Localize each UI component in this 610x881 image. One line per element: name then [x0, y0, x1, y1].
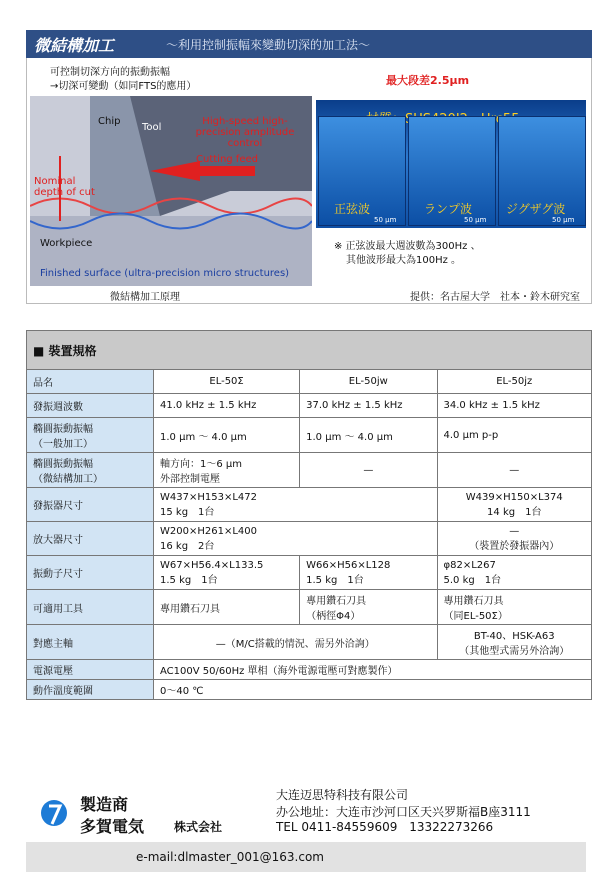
spec-row-header: 振動子尺寸: [27, 556, 154, 590]
spec-row-header: 發振週波數: [27, 394, 154, 418]
spec-row-header: 可適用工具: [27, 590, 154, 625]
email-text: e-mail:dlmaster_001@163.com: [136, 850, 324, 864]
spec-cell-c: —: [437, 453, 592, 488]
spec-cell-ab: W200×H261×L400 16 kg 2台: [154, 522, 438, 556]
spec-cell-c: W439×H150×L374 14 kg 1台: [437, 488, 592, 522]
scale-3: 50 μm: [552, 216, 575, 224]
spec-cell-b: 37.0 kHz ± 1.5 kHz: [300, 394, 437, 418]
cn-tel: [276, 820, 493, 834]
spec-row-header: 橢圓振動振幅 （微結構加工）: [27, 453, 154, 488]
spec-cell-all: 0～40 ℃: [154, 680, 592, 700]
spec-row: [27, 625, 592, 660]
caption-line-2: →切深可變動（如同FTS的應用）: [50, 81, 197, 92]
spec-cell-ab: W437×H153×L472 15 kg 1台: [154, 488, 438, 522]
chip-label: Chip: [98, 116, 121, 127]
spec-cell-a: EL-50Σ: [154, 370, 300, 394]
banner-subtitle: ～利用控制振幅來變動切深的加工法～: [166, 38, 371, 52]
spec-cell-a: 41.0 kHz ± 1.5 kHz: [154, 394, 300, 418]
surface-photo: [316, 100, 586, 228]
spec-cell-c: EL-50jz: [437, 370, 592, 394]
mobile-number: 13322273266: [409, 820, 494, 834]
spec-cell-all: AC100V 50/60Hz 單相（海外電源電壓可對應製作）: [154, 660, 592, 680]
spec-row: [27, 590, 592, 625]
tool-label: Tool: [142, 122, 162, 133]
spec-cell-c: — （裝置於發振器內）: [437, 522, 592, 556]
title-banner: [26, 30, 592, 58]
spec-cell-a: 1.0 μm ～ 4.0 μm: [154, 418, 300, 453]
scale-1: 50 μm: [374, 216, 397, 224]
spec-row: [27, 394, 592, 418]
spec-row-header: 對應主軸: [27, 625, 154, 660]
spec-cell-c: φ82×L267 5.0 kg 1台: [437, 556, 592, 590]
spec-row: [27, 370, 592, 394]
maker-suffix: 株式会社: [174, 820, 223, 834]
wave-note: [334, 240, 481, 268]
wave2-label: ランプ波: [424, 202, 473, 216]
maker-name: 多賀電気: [80, 817, 145, 836]
provider-credit: 提供：名古屋大学 社本・鈴木研究室: [410, 292, 580, 303]
note-line-2: 其他波形最大為100Hz 。: [346, 255, 462, 266]
spec-row-header: 電源電壓: [27, 660, 154, 680]
spec-row-header: 動作溫度範圍: [27, 680, 154, 700]
spec-row-header: 橢圓振動振幅 （一般加工）: [27, 418, 154, 453]
spec-cell-b: W66×H56×L128 1.5 kg 1台: [300, 556, 437, 590]
spec-row: [27, 453, 592, 488]
cutting-feed-label: Cutting feed: [196, 154, 258, 165]
cn-address: 办公地址：大连市沙河口区天兴罗斯福B座3111: [276, 805, 531, 819]
spec-cell-a: 專用鑽石刀具: [154, 590, 300, 625]
spec-row-header: 發振器尺寸: [27, 488, 154, 522]
max-step-label: 最大段差2.5μm: [386, 74, 470, 87]
scale-2: 50 μm: [464, 216, 487, 224]
maker-logo-icon: [40, 796, 68, 830]
spec-section: [26, 330, 592, 700]
spec-cell-c: 專用鑽石刀具 （同EL-50Σ）: [437, 590, 592, 625]
finished-surface-label: Finished surface (ultra-precision micro structures): [40, 268, 290, 279]
wave3-label: ジグザグ波: [506, 202, 566, 216]
spec-cell-c: BT-40、HSK-A63 （其他型式需另外洽詢）: [437, 625, 592, 660]
spec-table: [26, 330, 592, 700]
hs-control-label: High-speed high-precision amplitude control: [195, 116, 295, 149]
workpiece-label: Workpiece: [40, 238, 93, 249]
caption-line-1: 可控制切深方向的振動振幅: [50, 67, 170, 78]
spec-cell-b: EL-50jw: [300, 370, 437, 394]
spec-cell-c: 34.0 kHz ± 1.5 kHz: [437, 394, 592, 418]
tel-number: TEL 0411-84559609: [276, 820, 398, 834]
footer-bar: [26, 842, 586, 872]
spec-cell-ab: —（M/C搭載的情況、需另外洽詢）: [154, 625, 438, 660]
spec-row: [27, 522, 592, 556]
spec-row-header: 放大器尺寸: [27, 522, 154, 556]
banner-title: 微結構加工: [34, 36, 115, 55]
spec-row: [27, 680, 592, 700]
spec-cell-a: 軸方向：1～6 μm 外部控制電壓: [154, 453, 300, 488]
spec-row: [27, 556, 592, 590]
cn-company: 大连迈思特科技有限公司: [276, 788, 409, 802]
note-line-1: ※ 正弦波最大週波數為300Hz 、: [334, 241, 481, 252]
spec-cell-a: W67×H56.4×L133.5 1.5 kg 1台: [154, 556, 300, 590]
spec-cell-b: 專用鑽石刀具 （柄徑Φ4）: [300, 590, 437, 625]
wave1-label: 正弦波: [334, 202, 371, 216]
spec-cell-c: 4.0 μm p-p: [437, 418, 592, 453]
spec-cell-b: —: [300, 453, 437, 488]
principle-caption: 微結構加工原理: [110, 292, 180, 303]
spec-title: ■ 裝置規格: [27, 331, 592, 370]
figure-caption-top: [50, 66, 196, 94]
spec-row: [27, 418, 592, 453]
nominal-depth-label: Nominal depth of cut: [34, 176, 95, 198]
spec-row: [27, 660, 592, 680]
spec-cell-b: 1.0 μm ～ 4.0 μm: [300, 418, 437, 453]
maker-label: 製造商: [80, 795, 129, 814]
spec-row: [27, 488, 592, 522]
spec-row-header: 品名: [27, 370, 154, 394]
